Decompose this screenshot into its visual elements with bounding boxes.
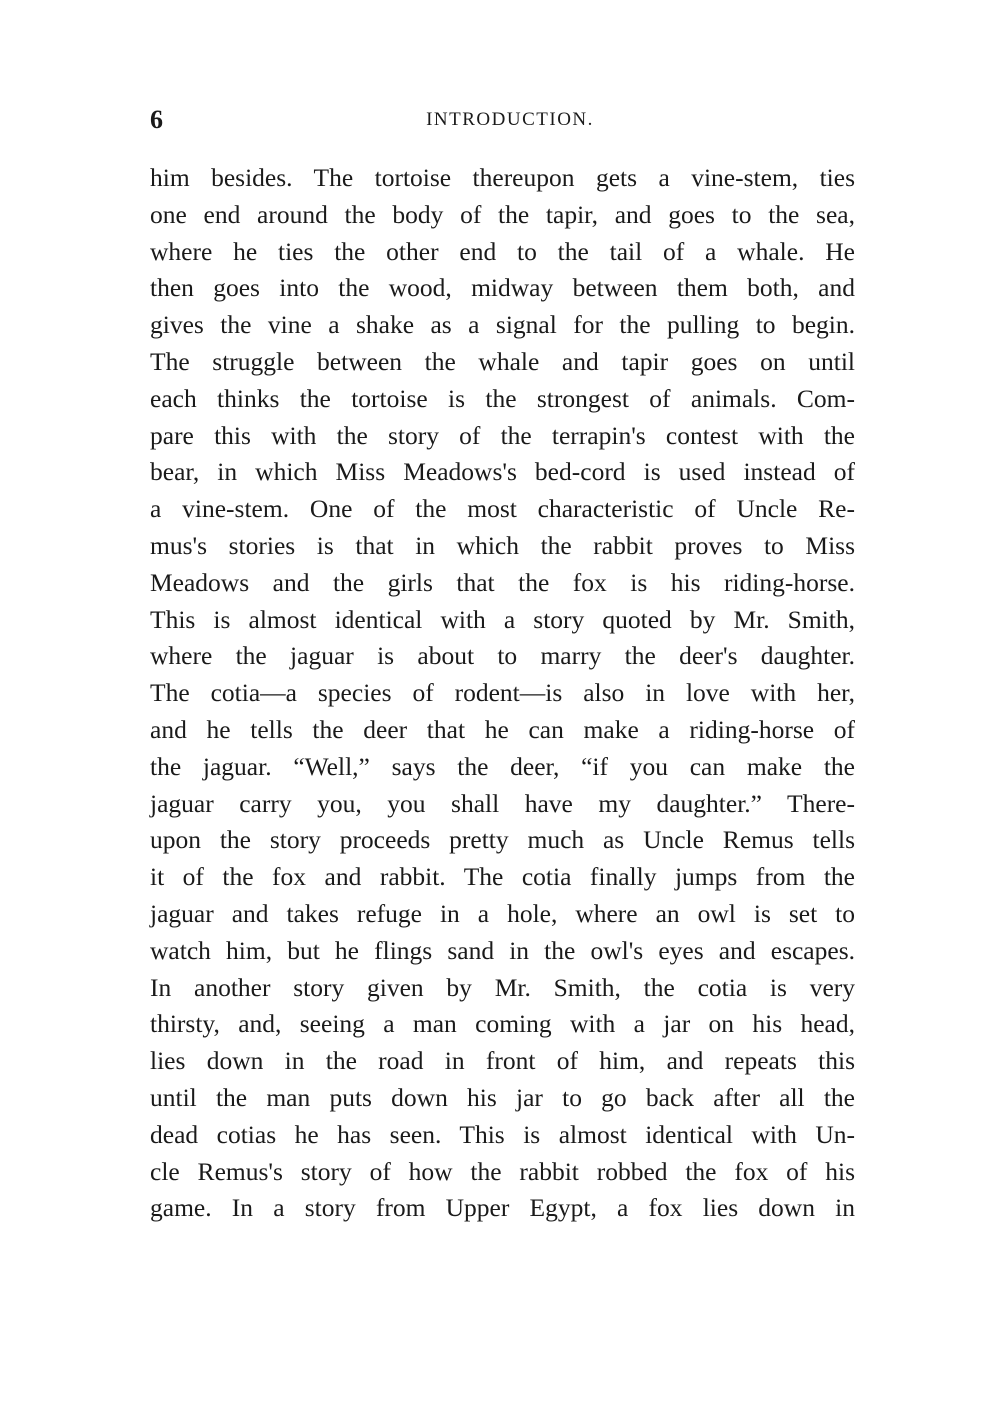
text-line: dead cotias he has seen. This is almost identical with Un-: [150, 1119, 855, 1149]
text-line: jaguar and takes refuge in a hole, where an owl is set to: [150, 898, 855, 928]
text-line: jaguar carry you, you shall have my daughter.” There-: [150, 788, 855, 818]
text-line: bear, in which Miss Meadows's bed-cord is used instead of: [150, 457, 855, 487]
text-line: pare this with the story of the terrapin's contest with the: [150, 420, 855, 450]
text-line: where the jaguar is about to marry the deer's daughter.: [150, 641, 855, 671]
text-line: mus's stories is that in which the rabbit proves to Miss: [150, 530, 855, 560]
text-line: each thinks the tortoise is the strongest of animals. Com-: [150, 383, 855, 413]
text-line: him besides. The tortoise thereupon gets a vine-stem, ties: [150, 163, 855, 192]
text-line: a vine-stem. One of the most characteristic of Uncle Re-: [150, 494, 855, 524]
text-line: then goes into the wood, midway between them both, and: [150, 273, 855, 303]
text-line: cle Remus's story of how the rabbit robbed the fox of his: [150, 1156, 855, 1186]
text-line: the jaguar. “Well,” says the deer, “if you can make the: [150, 751, 855, 781]
text-line: lies down in the road in front of him, and repeats this: [150, 1046, 855, 1076]
text-line: The struggle between the whale and tapir goes on until: [150, 346, 855, 376]
text-line: upon the story proceeds pretty much as Uncle Remus tells: [150, 825, 855, 855]
text-line: gives the vine a shake as a signal for the pulling to begin.: [150, 310, 855, 340]
text-line: watch him, but he flings sand in the owl's eyes and escapes.: [150, 935, 855, 965]
text-line: game. In a story from Upper Egypt, a fox lies down in: [150, 1193, 855, 1223]
text-line: thirsty, and, seeing a man coming with a jar on his head,: [150, 1009, 855, 1039]
text-line: until the man puts down his jar to go back after all the: [150, 1082, 855, 1112]
text-line: it of the fox and rabbit. The cotia finally jumps from the: [150, 862, 855, 892]
page-header: [150, 100, 855, 140]
text-line: This is almost identical with a story quoted by Mr. Smith,: [150, 604, 855, 634]
text-line: In another story given by Mr. Smith, the cotia is very: [150, 972, 855, 1002]
text-line: where he ties the other end to the tail of a whale. He: [150, 236, 855, 266]
text-line: and he tells the deer that he can make a riding-horse of: [150, 714, 855, 744]
text-line: The cotia—a species of rodent—is also in love with her,: [150, 678, 855, 708]
running-head: INTRODUCTION.: [426, 109, 594, 130]
text-line: Meadows and the girls that the fox is his riding-horse.: [150, 567, 855, 597]
text-line: one end around the body of the tapir, and goes to the sea,: [150, 199, 855, 229]
body-text: [150, 160, 855, 1227]
page-number: 6: [150, 105, 163, 134]
